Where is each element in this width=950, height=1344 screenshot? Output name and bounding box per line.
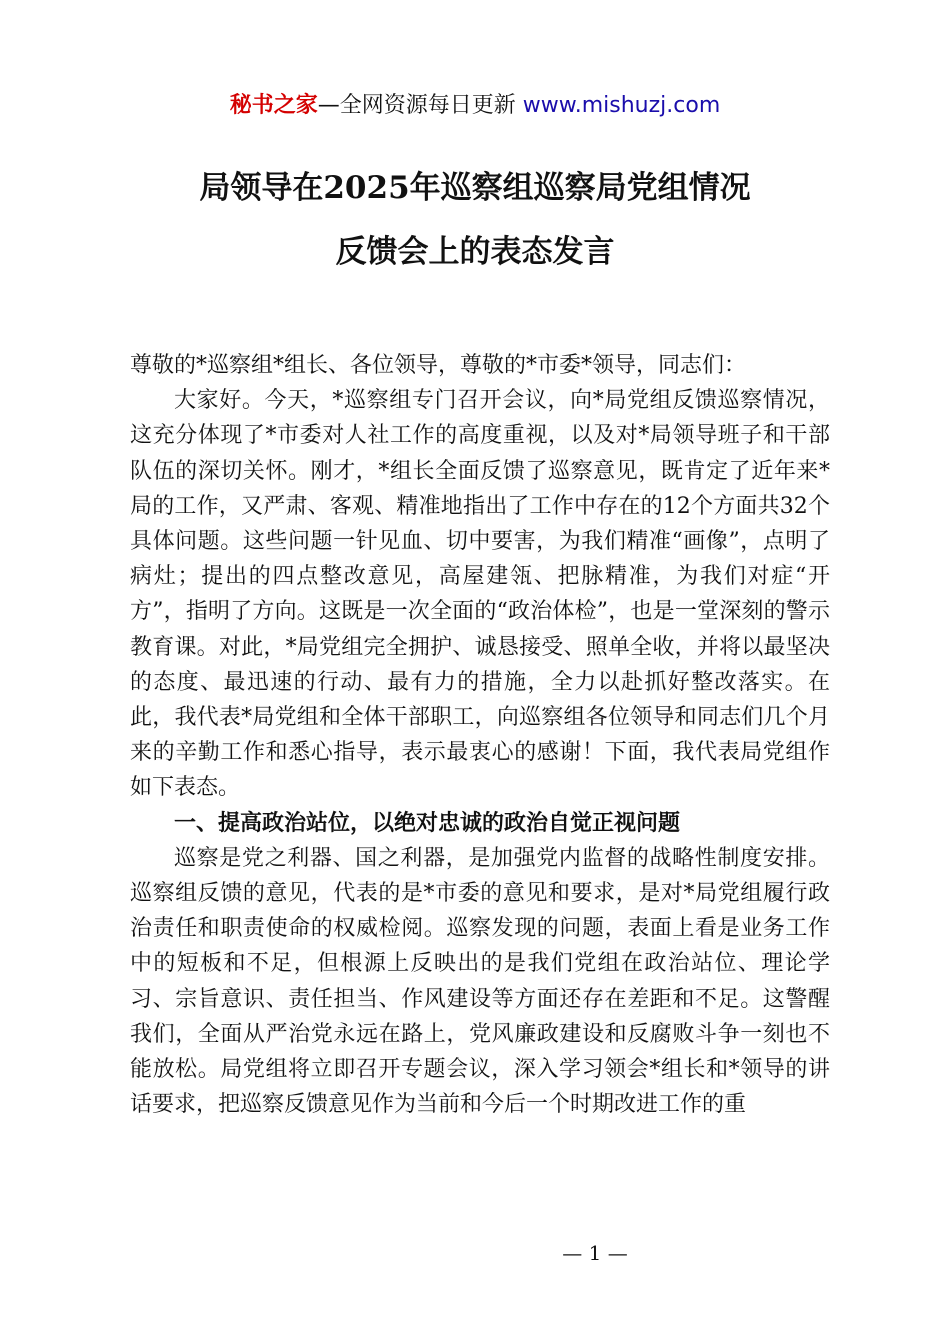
- brand-name: 秘书之家: [229, 93, 318, 118]
- salutation: 尊敬的*巡察组*组长、各位领导，尊敬的*市委*领导，同志们：: [130, 353, 747, 378]
- site-url-link[interactable]: www.mishuzj.com: [522, 93, 721, 118]
- page-number-text: — 1 —: [562, 1241, 628, 1265]
- banner-slogan: —全网资源每日更新: [317, 93, 516, 118]
- site-banner: [0, 88, 950, 119]
- section-1-paragraph: 巡察是党之利器、国之利器，是加强党内监督的战略性制度安排。巡察组反馈的意见，代表的是*市委的意见和要求，是对*局党组履行政治责任和职责使命的权威检阅。巡察发现的问题，表面上看是业务工作中的短板和不足，但根源上反映出的是我们党组在政治站位、理论学习、宗旨意识、责任担当、作风建设等方面还存在差距和不足。这警醒我们，全面从严治党永远在路上，党风廉政建设和反腐败斗争一刻也不能放松。局党组将立即召开专题会议，深入学习领会*组长和*领导的讲话要求，把巡察反馈意见作为当前和今后一个时期改进工作的重: [130, 845, 830, 1118]
- document-body: [130, 348, 830, 1122]
- document-title-line-1: 局领导在2025年巡察组巡察局党组情况: [199, 170, 751, 206]
- document-title-line-2: 反馈会上的表态发言: [335, 234, 615, 270]
- page-number: [0, 1241, 950, 1265]
- section-heading-1: 一、提高政治站位，以绝对忠诚的政治自觉正视问题: [174, 810, 681, 836]
- opening-paragraph: 大家好。今天，*巡察组专门召开会议，向*局党组反馈巡察情况，这充分体现了*市委对人社工作的高度重视，以及对*局领导班子和干部队伍的深切关怀。刚才，*组长全面反馈了巡察意见，既肯定了近年来*局的工作，又严肃、客观、精准地指出了工作中存在的12个方面共32个具体问题。这些问题一针见血、切中要害，为我们精准“画像”，点明了病灶；提出的四点整改意见，高屋建瓴、把脉精准，为我们对症“开方”，指明了方向。这既是一次全面的“政治体检”，也是一堂深刻的警示教育课。对此，*局党组完全拥护、诚恳接受、照单全收，并将以最坚决的态度、最迅速的行动、最有力的措施，全力以赴抓好整改落实。在此，我代表*局党组和全体干部职工，向巡察组各位领导和同志们几个月来的辛勤工作和悉心指导，表示最衷心的感谢！下面，我代表局党组作如下表态。: [130, 388, 830, 801]
